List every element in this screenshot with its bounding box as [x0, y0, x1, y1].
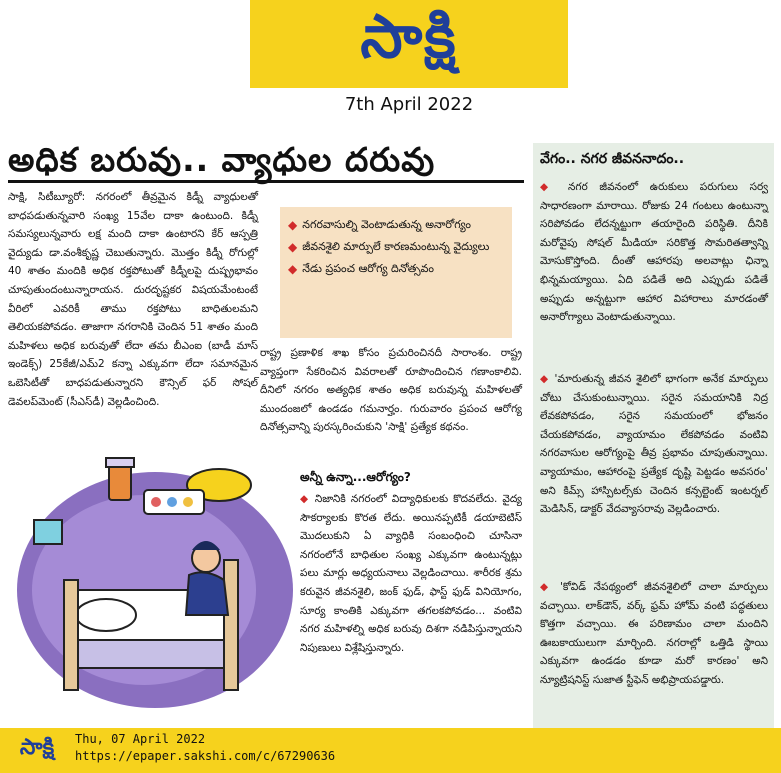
bullet-icon: ◆	[540, 581, 561, 593]
logo-text: సాక్షి	[360, 2, 458, 72]
sick-person-illustration-icon	[14, 440, 296, 722]
highlight-item: ◆ నగరవాసుల్ని వెంటాడుతున్న అనారోగ్యం	[288, 215, 504, 235]
footer-url-link[interactable]: https://epaper.sakshi.com/c/67290636	[75, 749, 336, 763]
article-column-2-bottom	[300, 490, 522, 657]
edition-date: 7th April 2022	[344, 94, 474, 115]
bullet-icon: ◆	[288, 240, 298, 254]
footer-logo	[6, 733, 68, 767]
headline-rule	[8, 180, 524, 183]
article-subhead: అన్నీ ఉన్నా...ఆరోగ్యం?	[300, 470, 411, 484]
bullet-icon: ◆	[300, 493, 315, 505]
article-column-2-top	[260, 344, 522, 437]
sidebar-paragraph-3: ◆ 'కోవిడ్ నేపథ్యంలో జీవనశైలిలో చాలా మార్పులు వచ్చాయి. లాక్‌డౌన్, వర్క్ ఫ్రమ్ హోమ్ వంటి పద్ధతులు కొత్తగా వచ్చాయి. ఈ పరిణామం చాలా మందిని ఊబకాయులుగా మార్చింది. నగరాల్లో ఒత్తిడి స్థాయి ఎక్కువగా ఉండడం కూడా మరో కారణం' అని న్యూట్రిషనిస్ట్ సుజాత స్టీఫెన్ అభిప్రాయపడ్డారు.	[540, 581, 768, 686]
article-paragraph: రాష్ట్ర ప్రణాళిక శాఖ కోసం ప్రచురించినదీ సారాంశం. రాష్ట్ర వ్యాప్తంగా సేకరించిన వివరాలతో రూపొందించిన గణాంకాలివి. దీనిలో నగరం అత్యధిక శాతం అధిక బరువున్న మహిళలతో ముందంజలో ఉండడం గమనార్హం. గురువారం ప్రపంచ ఆరోగ్య దినోత్సవాన్ని పురస్కరించుకుని 'సాక్షి' ప్రత్యేక కథనం.	[260, 347, 522, 434]
bullet-icon: ◆	[540, 373, 555, 385]
highlight-item: ◆ జీవనశైలి మార్పులే కారణమంటున్న వైద్యులు	[288, 237, 504, 257]
bullet-icon: ◆	[540, 181, 569, 193]
footer-date: Thu, 07 April 2022	[75, 732, 206, 746]
article-headline: అధిక బరువు.. వ్యాధుల దరువు	[8, 140, 436, 179]
masthead-logo	[250, 0, 568, 88]
highlights-box	[280, 207, 512, 338]
footer-logo-text: సాక్షి	[19, 735, 55, 760]
sidebar-paragraph-2: ◆ 'మారుతున్న జీవన శైలిలో భాగంగా అనేక మార్పులు చోటు చేసుకుంటున్నాయి. సరైన సమయానికి నిద్ర లేవకపోవడం, సరైన సమయంలో భోజనం చేయకపోవడం, వ్యాయామం లేకపోవడం వంటివి నగరవాసుల ఆరోగ్యంపై తీవ్ర ప్రభావం చూపుతున్నాయి. వ్యాయామం, ఆహారంపై ప్రత్యేక దృష్టి పెట్టడం అవసరం' అని కిమ్స్ హాస్పిటల్స్‌కు చెందిన కన్సల్టెంట్ ఇంటర్నల్ మెడిసిన్, డాక్టర్ వేదవ్యాసరావు వెల్లడించారు.	[540, 373, 768, 516]
article-column-1	[8, 188, 258, 411]
bullet-icon: ◆	[288, 218, 298, 232]
article-paragraph: ◆ నిజానికి నగరంలో విద్యాధికులకు కొదవలేదు. వైద్య సౌకర్యాలకు కొరత లేదు. అయినప్పటికీ డయాబెటిస్ మొదలుకుని ఏ వ్యాధికి సంబంధించి చూసినా నగరంలోనే బాధితుల సంఖ్య ఎక్కువగా ఉంటున్నట్లు పలు మార్లు అధ్యయనాలు వెల్లడించాయి. శారీరక శ్రమ కరువైన జీవనశైలి, జంక్ ఫుడ్, ఫాస్ట్ ఫుడ్ వినియోగం, సూర్య కాంతికి ఎక్కువగా తగలకపోవడం... వంటివి నగర మహిళల్ని అధిక బరువు దిశగా నడిపిస్తున్నాయని నిపుణులు విశ్లేషిస్తున్నారు.	[300, 493, 522, 654]
bullet-icon: ◆	[288, 262, 298, 276]
sidebar-title: వేగం.. నగర జీవననాదం..	[540, 151, 685, 167]
sidebar-paragraph-1: ◆ నగర జీవనంలో ఉరుకులు పరుగులు సర్వ సాధారణంగా మారాయి. రోజుకు 24 గంటలు ఉంటున్నా సరిపోవడం లేదన్నట్టుగా తయారైంది పరిస్థితి. దీనికి మరోవైపు సోషల్ మీడియా సరికొత్త సొమరితత్వాన్ని మోసుకొస్తోంది. దీంతో ఆహారపు అలవాట్లు ఛిన్నా భిన్నమయ్యాయి. ఏది పడితే అది ఎప్పుడు పడితే అప్పుడు అన్నట్టుగా ఆహార విహారాలు మారడంతో అనారోగ్యాలు వెంటాడుతున్నాయి.	[540, 181, 768, 324]
highlight-item: ◆ నేడు ప్రపంచ ఆరోగ్య దినోత్సవం	[288, 259, 504, 279]
article-lead-paragraph: సాక్షి, సిటీబ్యూరో: నగరంలో తీవ్రమైన కిడ్నీ వ్యాధులతో బాధపడుతున్నవారి సంఖ్య 15వేల దాకా ఉంటుంది. కిడ్నీ సమస్యలున్నవారు లక్ష మంది దాకా ఉంటారని కేర్ ఆస్పత్రి వైద్యుడు డా.వంశీకృష్ణ చెబుతున్నారు. మొత్తం కిడ్నీ రోగుల్లో 40 శాతం మందికి అధిక రక్తపోటుతో కిడ్నీలపై దుష్ప్రభావం చూపుతుందంటున్నారాయన. దురదృష్టకర విషయమేంటంటే వీరిలో ఎవరికీ తాము రక్తపోటు బాధితులమని తెలియకపోవడం. తాజాగా నగరానికి చెందిన 51 శాతం మంది మహిళలు అధిక బరువుతో లేదా తమ బీఎంఐ (బాడీ మాస్ ఇండెక్స్) 25కేజీ/ఎమ్2 కన్నా ఎక్కువగా లేదా సమానమైన ఒబెసిటీతో బాధపడుతున్నారని కౌన్సిల్ ఫర్ సోషల్ డెవలప్‌మెంట్ (సీఎస్‌డీ) వెల్లడించింది.	[8, 191, 258, 408]
